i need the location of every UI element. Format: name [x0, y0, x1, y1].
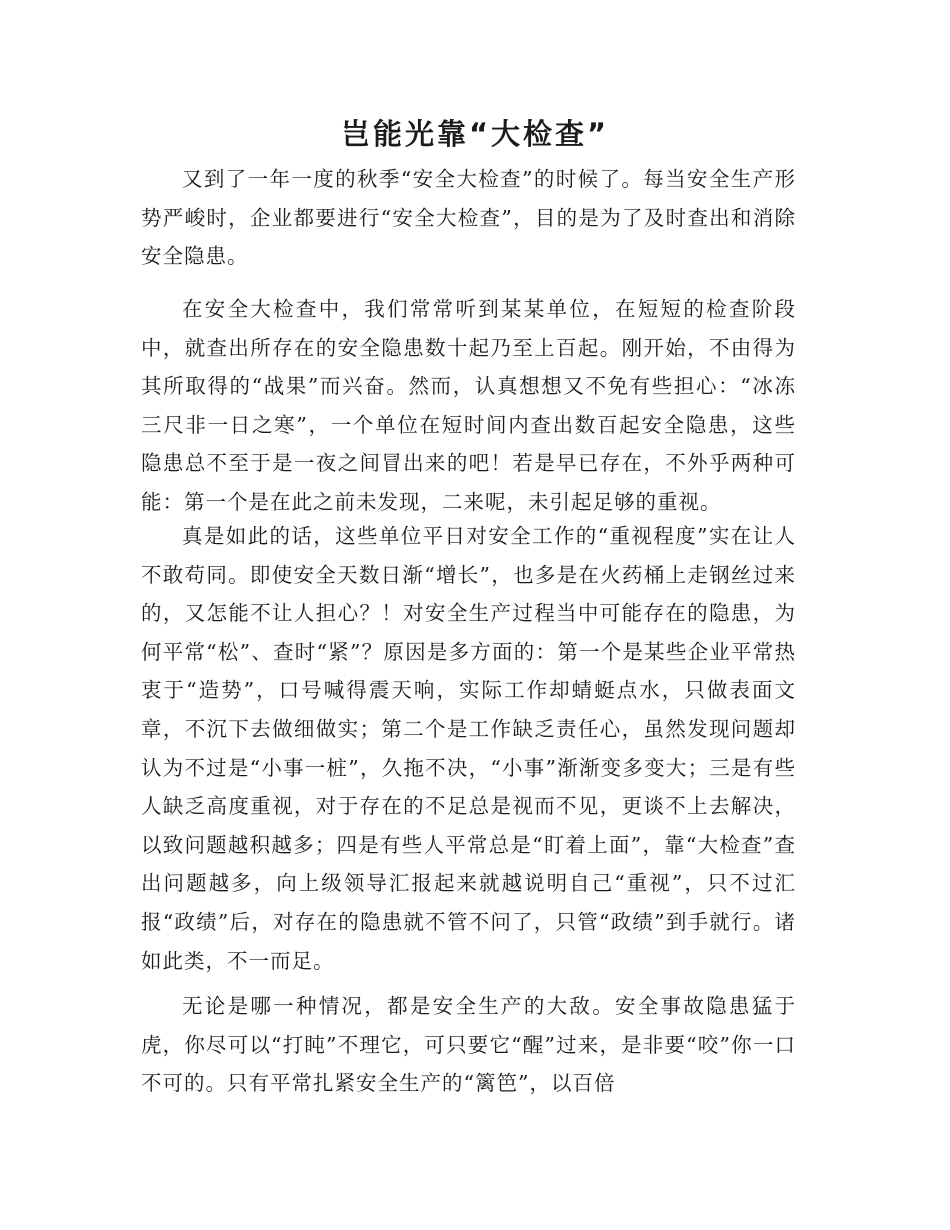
paragraph-2: 在安全大检查中，我们常常听到某某单位，在短短的检查阶段中，就查出所存在的安全隐患数十起乃至上百起。刚开始，不由得为其所取得的“战果”而兴奋。然而，认真想想又不免有些担心：“冰冻三尺非一日之寒”，一个单位在短时间内查出数百起安全隐患，这些隐患总不至于是一夜之间冒出来的吧！若是早已存在，不外乎两种可能：第一个是在此之前未发现，二来呢，未引起足够的重视。 — [141, 297, 796, 514]
paragraph-4: 无论是哪一种情况，都是安全生产的大敌。安全事故隐患猛于虎，你尽可以“打盹”不理它，可只要它“醒”过来，是非要“咬”你一口不可的。只有平常扎紧安全生产的“篱笆”，以百倍 — [141, 994, 796, 1096]
paragraph-1: 又到了一年一度的秋季“安全大检查”的时候了。每当安全生产形势严峻时，企业都要进行“安全大检查”，目的是为了及时查出和消除安全隐患。 — [141, 167, 796, 269]
paragraph-3: 真是如此的话，这些单位平日对安全工作的“重视程度”实在让人不敢苟同。即使安全天数日渐“增长”，也多是在火药桶上走钢丝过来的，又怎能不让人担心？！对安全生产过程当中可能存在的隐患，为何平常“松”、查时“紧”？原因是多方面的：第一个是某些企业平常热衷于“造势”，口号喊得震天响，实际工作却蜻蜓点水，只做表面文章，不沉下去做细做实；第二个是工作缺乏责任心，虽然发现问题却认为不过是“小事一桩”，久拖不决，“小事”渐渐变多变大；三是有些人缺乏高度重视，对于存在的不足总是视而不见，更谈不上去解决，以致问题越积越多；四是有些人平常总是“盯着上面”，靠“大检查”查出问题越多，向上级领导汇报起来就越说明自己“重视”，只不过汇报“政绩”后，对存在的隐患就不管不问了，只管“政绩”到手就行。诸如此类，不一而足。 — [141, 524, 796, 973]
document-title: 岂能光靠“大检查” — [340, 117, 610, 151]
